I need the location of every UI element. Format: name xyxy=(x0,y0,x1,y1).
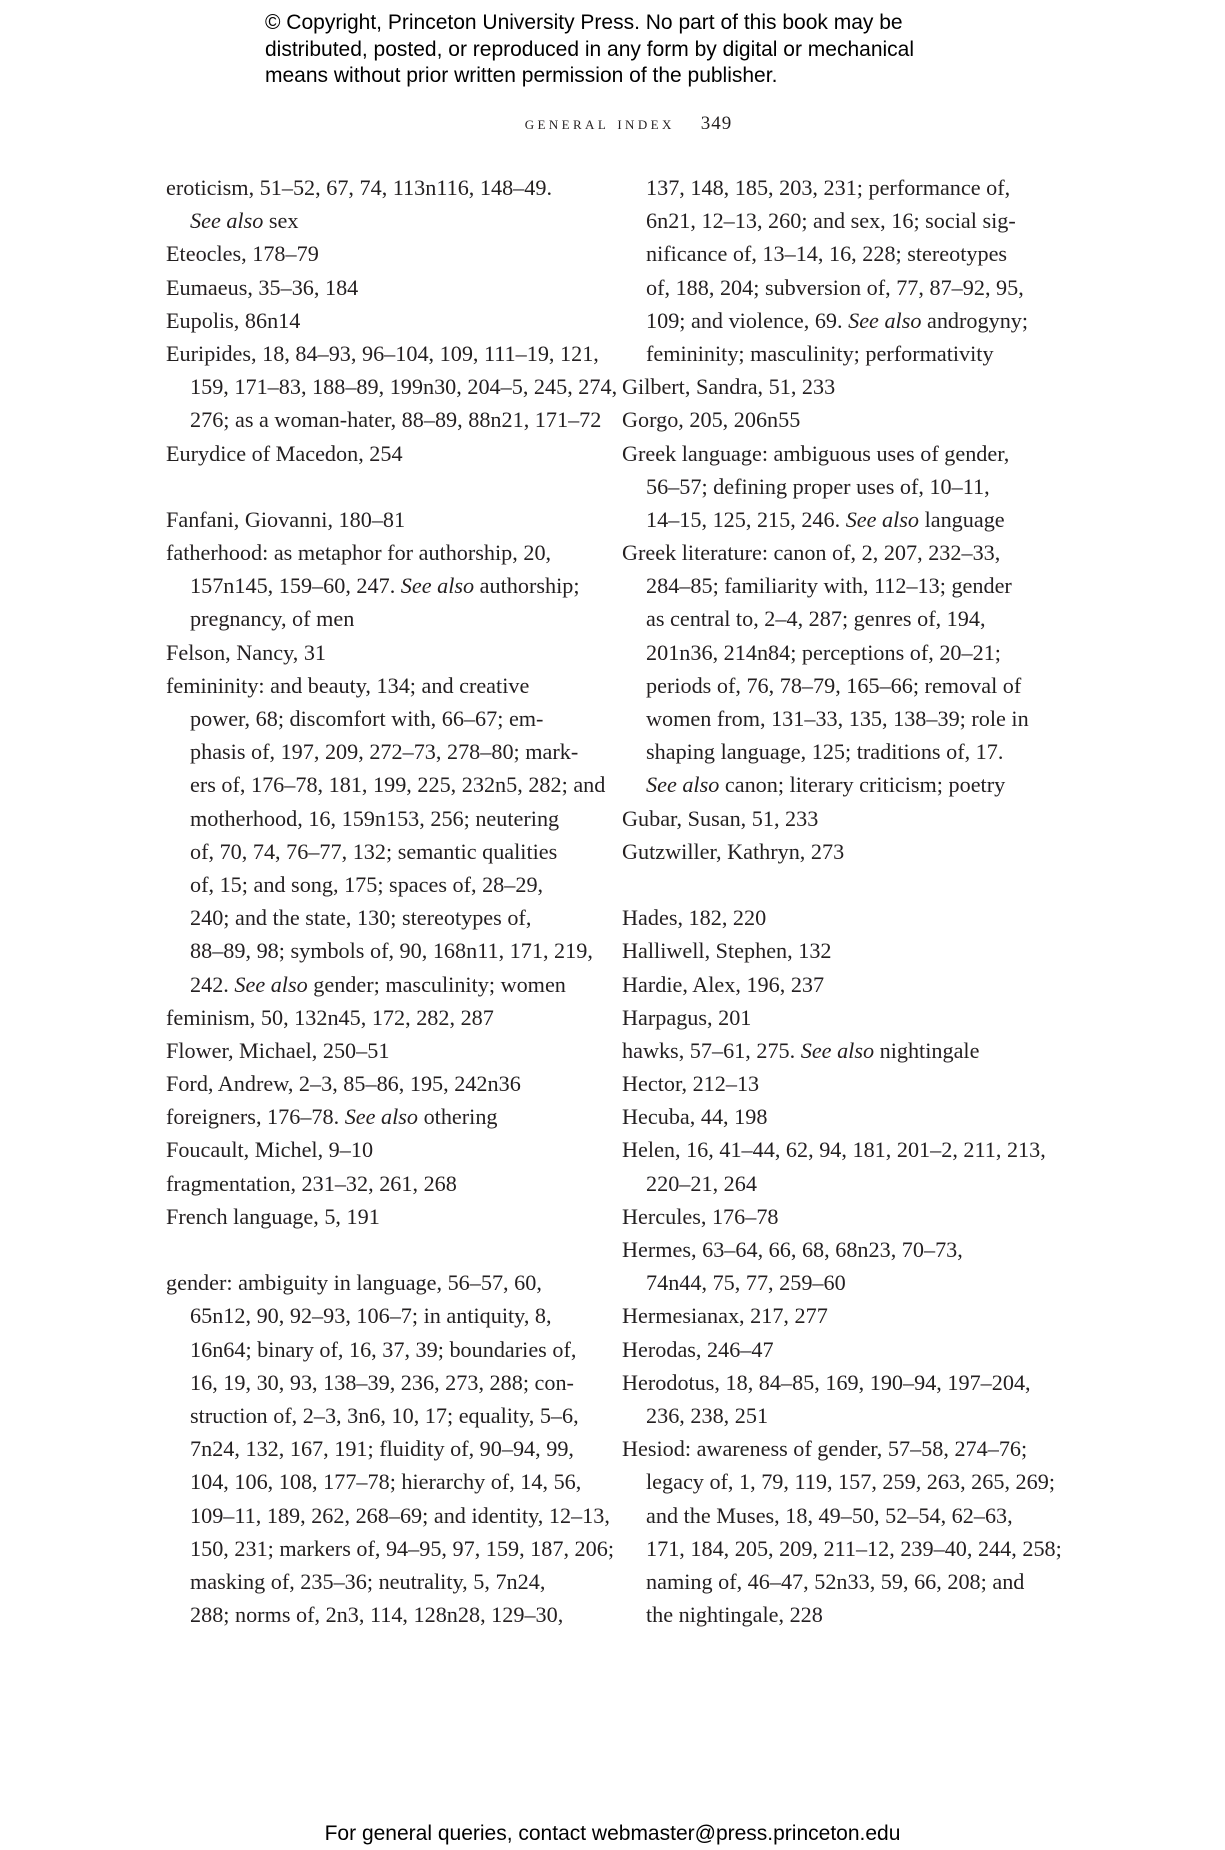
index-spacer xyxy=(166,470,586,503)
see-also-label: See also xyxy=(344,1104,419,1130)
index-line xyxy=(622,1034,1042,1067)
index-text: as central to, 2–4, 287; genres of, 194, xyxy=(646,606,986,632)
index-text: Greek literature: canon of, 2, 207, 232–33, xyxy=(622,540,1001,566)
index-line xyxy=(166,768,606,801)
index-text: eroticism, 51–52, 67, 74, 113n116, 148–49. xyxy=(166,175,552,200)
index-column-left xyxy=(166,171,618,1631)
index-line xyxy=(622,1299,1042,1332)
index-line xyxy=(622,1432,1042,1465)
index-line xyxy=(622,204,1042,237)
copyright-notice xyxy=(265,10,985,90)
index-text: androgyny; xyxy=(921,307,1029,333)
index-text: 288; norms of, 2n3, 114, 128n28, 129–30, xyxy=(190,1602,564,1628)
index-text: sex xyxy=(263,208,299,234)
index-text: 236, 238, 251 xyxy=(646,1402,769,1428)
index-text: authorship; xyxy=(474,573,580,599)
index-line xyxy=(166,1532,614,1565)
index-line xyxy=(622,1532,1062,1565)
index-text: 14–15, 125, 215, 246. xyxy=(646,506,846,532)
index-line xyxy=(622,802,1042,835)
index-line xyxy=(166,1598,586,1631)
index-text: of, 15; and song, 175; spaces of, 28–29, xyxy=(190,871,544,897)
index-text: 56–57; defining proper uses of, 10–11, xyxy=(646,473,990,499)
index-text: masking of, 235–36; neutrality, 5, 7n24, xyxy=(190,1568,546,1594)
index-text: motherhood, 16, 159n153, 256; neutering xyxy=(190,805,560,831)
index-text: language xyxy=(919,506,1005,532)
index-line xyxy=(166,1432,586,1465)
index-line xyxy=(166,968,586,1001)
index-text: Herodas, 246–47 xyxy=(622,1336,774,1362)
index-line xyxy=(166,835,586,868)
index-line xyxy=(166,669,586,702)
index-text: nightingale xyxy=(874,1037,980,1063)
index-line xyxy=(622,702,1042,735)
index-text: 240; and the state, 130; stereotypes of, xyxy=(190,905,532,931)
index-text: femininity; masculinity; performativity xyxy=(646,340,994,366)
copyright-line: distributed, posted, or reproduced in any form by digital or mechanical xyxy=(265,37,915,61)
index-line xyxy=(622,901,1042,934)
index-line xyxy=(622,536,1042,569)
index-text: femininity: and beauty, 134; and creative xyxy=(166,672,530,698)
index-line xyxy=(166,1200,586,1233)
index-text: 276; as a woman-hater, 88–89, 88n21, 171–72 xyxy=(190,407,602,433)
index-text: periods of, 76, 78–79, 165–66; removal of xyxy=(646,672,1022,698)
index-line xyxy=(166,171,586,204)
index-text: gender; masculinity; women xyxy=(307,971,566,997)
index-text: 171, 184, 205, 209, 211–12, 239–40, 244, 258; xyxy=(646,1535,1062,1561)
see-also-label: See also xyxy=(234,971,308,997)
index-text: of, 188, 204; subversion of, 77, 87–92, 95, xyxy=(646,274,1024,300)
index-text: 16, 19, 30, 93, 138–39, 236, 273, 288; con- xyxy=(190,1369,574,1395)
index-text: Eteocles, 178–79 xyxy=(166,241,319,267)
index-line xyxy=(622,1399,1042,1432)
index-text: Halliwell, Stephen, 132 xyxy=(622,938,832,964)
index-text: Flower, Michael, 250–51 xyxy=(166,1037,390,1063)
index-text: 88–89, 98; symbols of, 90, 168n11, 171, 219, xyxy=(190,938,593,964)
index-line xyxy=(622,370,1042,403)
index-line xyxy=(166,237,586,270)
index-text: Ford, Andrew, 2–3, 85–86, 195, 242n36 xyxy=(166,1071,521,1097)
index-line xyxy=(166,636,586,669)
index-text: hawks, 57–61, 275. xyxy=(622,1037,801,1063)
index-line xyxy=(622,1499,1042,1532)
index-text: and the Muses, 18, 49–50, 52–54, 62–63, xyxy=(646,1502,1013,1528)
index-text: Helen, 16, 41–44, 62, 94, 181, 201–2, 211, 213, xyxy=(622,1137,1046,1163)
index-line xyxy=(166,1100,586,1133)
index-line xyxy=(622,1266,1042,1299)
index-line xyxy=(166,1266,586,1299)
index-line xyxy=(622,403,1042,436)
index-text: nificance of, 13–14, 16, 228; stereotypes xyxy=(646,241,1008,267)
index-text: 6n21, 12–13, 260; and sex, 16; social sig- xyxy=(646,208,1016,234)
index-line xyxy=(166,702,586,735)
index-text: Gubar, Susan, 51, 233 xyxy=(622,805,819,831)
index-text: Harpagus, 201 xyxy=(622,1004,752,1030)
page-number: 349 xyxy=(700,113,733,134)
index-line xyxy=(622,271,1042,304)
index-spacer xyxy=(622,868,1042,901)
index-line xyxy=(166,1001,586,1034)
index-text: fatherhood: as metaphor for authorship, 20, xyxy=(166,540,552,566)
index-line xyxy=(166,403,602,436)
index-text: pregnancy, of men xyxy=(190,606,355,632)
index-line xyxy=(166,934,593,967)
index-text: phasis of, 197, 209, 272–73, 278–80; mark- xyxy=(190,739,579,765)
index-line xyxy=(166,304,586,337)
index-line xyxy=(166,1133,586,1166)
index-line xyxy=(166,370,618,403)
index-line xyxy=(166,569,586,602)
index-line xyxy=(622,437,1042,470)
index-line xyxy=(622,1333,1042,1366)
index-text: Hermesianax, 217, 277 xyxy=(622,1303,828,1329)
see-also-label: See also xyxy=(845,506,920,532)
footer-contact: For general queries, contact webmaster@press.princeton.edu xyxy=(324,1822,901,1845)
index-text: Eumaeus, 35–36, 184 xyxy=(166,274,359,300)
index-text: Fanfani, Giovanni, 180–81 xyxy=(166,506,406,532)
index-text: fragmentation, 231–32, 261, 268 xyxy=(166,1170,457,1196)
index-line xyxy=(622,569,1042,602)
index-text: 150, 231; markers of, 94–95, 97, 159, 187, 206; xyxy=(190,1535,614,1561)
index-line xyxy=(622,503,1042,536)
index-text: struction of, 2–3, 3n6, 10, 17; equality, 5–6, xyxy=(190,1402,579,1428)
index-line xyxy=(622,171,1042,204)
index-line xyxy=(166,1565,586,1598)
copyright-line: © Copyright, Princeton University Press. No part of this book may be xyxy=(265,11,903,34)
index-text: 284–85; familiarity with, 112–13; gender xyxy=(646,573,1012,599)
index-line xyxy=(166,204,586,237)
index-text: 65n12, 90, 92–93, 106–7; in antiquity, 8, xyxy=(190,1303,552,1329)
index-text: Eurydice of Macedon, 254 xyxy=(166,440,403,466)
index-line xyxy=(622,1233,1042,1266)
index-text: Hardie, Alex, 196, 237 xyxy=(622,971,825,997)
index-text: Hercules, 176–78 xyxy=(622,1203,779,1229)
index-text: Foucault, Michel, 9–10 xyxy=(166,1137,374,1163)
index-line xyxy=(166,1499,610,1532)
index-text: 242. xyxy=(190,971,235,997)
index-line xyxy=(166,802,586,835)
index-text: Felson, Nancy, 31 xyxy=(166,639,327,665)
index-text: Hesiod: awareness of gender, 57–58, 274–76; xyxy=(622,1436,1028,1462)
index-line xyxy=(166,337,599,370)
index-line xyxy=(166,901,586,934)
index-text: French language, 5, 191 xyxy=(166,1203,380,1229)
index-line xyxy=(166,868,586,901)
index-line xyxy=(622,934,1042,967)
index-line xyxy=(622,636,1042,669)
index-line xyxy=(622,1366,1042,1399)
index-text: 109; and violence, 69. xyxy=(646,307,849,333)
see-also-label: See also xyxy=(646,772,720,798)
index-line xyxy=(622,602,1042,635)
index-line xyxy=(622,1133,1046,1166)
index-line xyxy=(622,1067,1042,1100)
index-line xyxy=(166,271,586,304)
index-line xyxy=(622,669,1042,702)
index-text: shaping language, 125; traditions of, 17. xyxy=(646,739,1004,765)
index-line xyxy=(622,1001,1042,1034)
index-text: Hector, 212–13 xyxy=(622,1071,760,1097)
index-line xyxy=(622,1465,1055,1498)
index-line xyxy=(622,968,1042,1001)
index-line xyxy=(622,304,1042,337)
index-text: Herodotus, 18, 84–85, 169, 190–94, 197–204, xyxy=(622,1369,1031,1395)
index-text: naming of, 46–47, 52n33, 59, 66, 208; and xyxy=(646,1568,1025,1594)
see-also-label: See also xyxy=(190,208,264,234)
index-line xyxy=(166,1067,586,1100)
index-line xyxy=(622,835,1042,868)
index-text: 109–11, 189, 262, 268–69; and identity, 12–13, xyxy=(190,1502,610,1528)
index-line xyxy=(166,735,586,768)
index-line xyxy=(166,1299,586,1332)
index-spacer xyxy=(166,1233,586,1266)
index-line xyxy=(622,470,1042,503)
index-text: 104, 106, 108, 177–78; hierarchy of, 14, 56, xyxy=(190,1469,582,1495)
index-line xyxy=(166,1167,586,1200)
see-also-label: See also xyxy=(800,1037,875,1063)
index-text: Hades, 182, 220 xyxy=(622,905,767,931)
index-text: foreigners, 176–78. xyxy=(166,1104,345,1130)
index-line xyxy=(166,602,586,635)
index-line xyxy=(622,1598,1042,1631)
see-also-label: See also xyxy=(848,307,922,333)
index-line xyxy=(622,1565,1042,1598)
index-line xyxy=(622,768,1042,801)
index-line xyxy=(166,1465,586,1498)
index-text: 201n36, 214n84; perceptions of, 20–21; xyxy=(646,639,1001,665)
index-text: Euripides, 18, 84–93, 96–104, 109, 111–19, 121, xyxy=(166,340,599,366)
index-line xyxy=(622,1200,1042,1233)
index-column-right xyxy=(622,171,1062,1631)
index-line xyxy=(622,735,1042,768)
index-text: of, 70, 74, 76–77, 132; semantic qualities xyxy=(190,838,558,864)
index-text: 157n145, 159–60, 247. xyxy=(190,573,401,599)
see-also-label: See also xyxy=(400,573,475,599)
index-text: women from, 131–33, 135, 138–39; role in xyxy=(646,706,1029,731)
index-line xyxy=(166,1034,586,1067)
index-text: Hermes, 63–64, 66, 68, 68n23, 70–73, xyxy=(622,1237,963,1262)
index-text: legacy of, 1, 79, 119, 157, 259, 263, 265, 269; xyxy=(646,1469,1055,1495)
index-line xyxy=(166,1399,586,1432)
index-line xyxy=(622,1167,1042,1200)
index-text: 7n24, 132, 167, 191; fluidity of, 90–94, 99, xyxy=(190,1436,574,1462)
index-text: feminism, 50, 132n45, 172, 282, 287 xyxy=(166,1004,494,1030)
index-text: gender: ambiguity in language, 56–57, 60, xyxy=(166,1270,542,1296)
index-line xyxy=(166,1366,586,1399)
index-text: power, 68; discomfort with, 66–67; em- xyxy=(190,706,544,731)
index-text: Hecuba, 44, 198 xyxy=(622,1104,768,1130)
index-line xyxy=(622,237,1042,270)
running-head-title: general index xyxy=(524,113,675,134)
index-text: 74n44, 75, 77, 259–60 xyxy=(646,1270,846,1296)
index-line xyxy=(166,503,586,536)
copyright-line: means without prior written permission of the publisher. xyxy=(265,64,778,87)
index-text: Greek language: ambiguous uses of gender, xyxy=(622,440,1010,466)
index-text: canon; literary criticism; poetry xyxy=(719,772,1006,798)
index-line xyxy=(622,337,1042,370)
index-text: Gilbert, Sandra, 51, 233 xyxy=(622,374,836,400)
index-text: Gutzwiller, Kathryn, 273 xyxy=(622,838,845,864)
index-text: Gorgo, 205, 206n55 xyxy=(622,407,801,433)
index-text: Eupolis, 86n14 xyxy=(166,307,301,333)
index-line xyxy=(166,437,586,470)
index-text: othering xyxy=(418,1104,498,1130)
index-text: 220–21, 264 xyxy=(646,1170,757,1196)
index-text: 16n64; binary of, 16, 37, 39; boundaries of, xyxy=(190,1336,577,1362)
index-text: 137, 148, 185, 203, 231; performance of, xyxy=(646,175,1011,200)
index-text: the nightingale, 228 xyxy=(646,1602,823,1628)
index-text: ers of, 176–78, 181, 199, 225, 232n5, 282; and xyxy=(190,772,606,798)
index-line xyxy=(166,1333,586,1366)
index-text: 159, 171–83, 188–89, 199n30, 204–5, 245, 274, xyxy=(190,374,618,400)
index-line xyxy=(622,1100,1042,1133)
index-line xyxy=(166,536,586,569)
running-head xyxy=(0,113,1225,135)
